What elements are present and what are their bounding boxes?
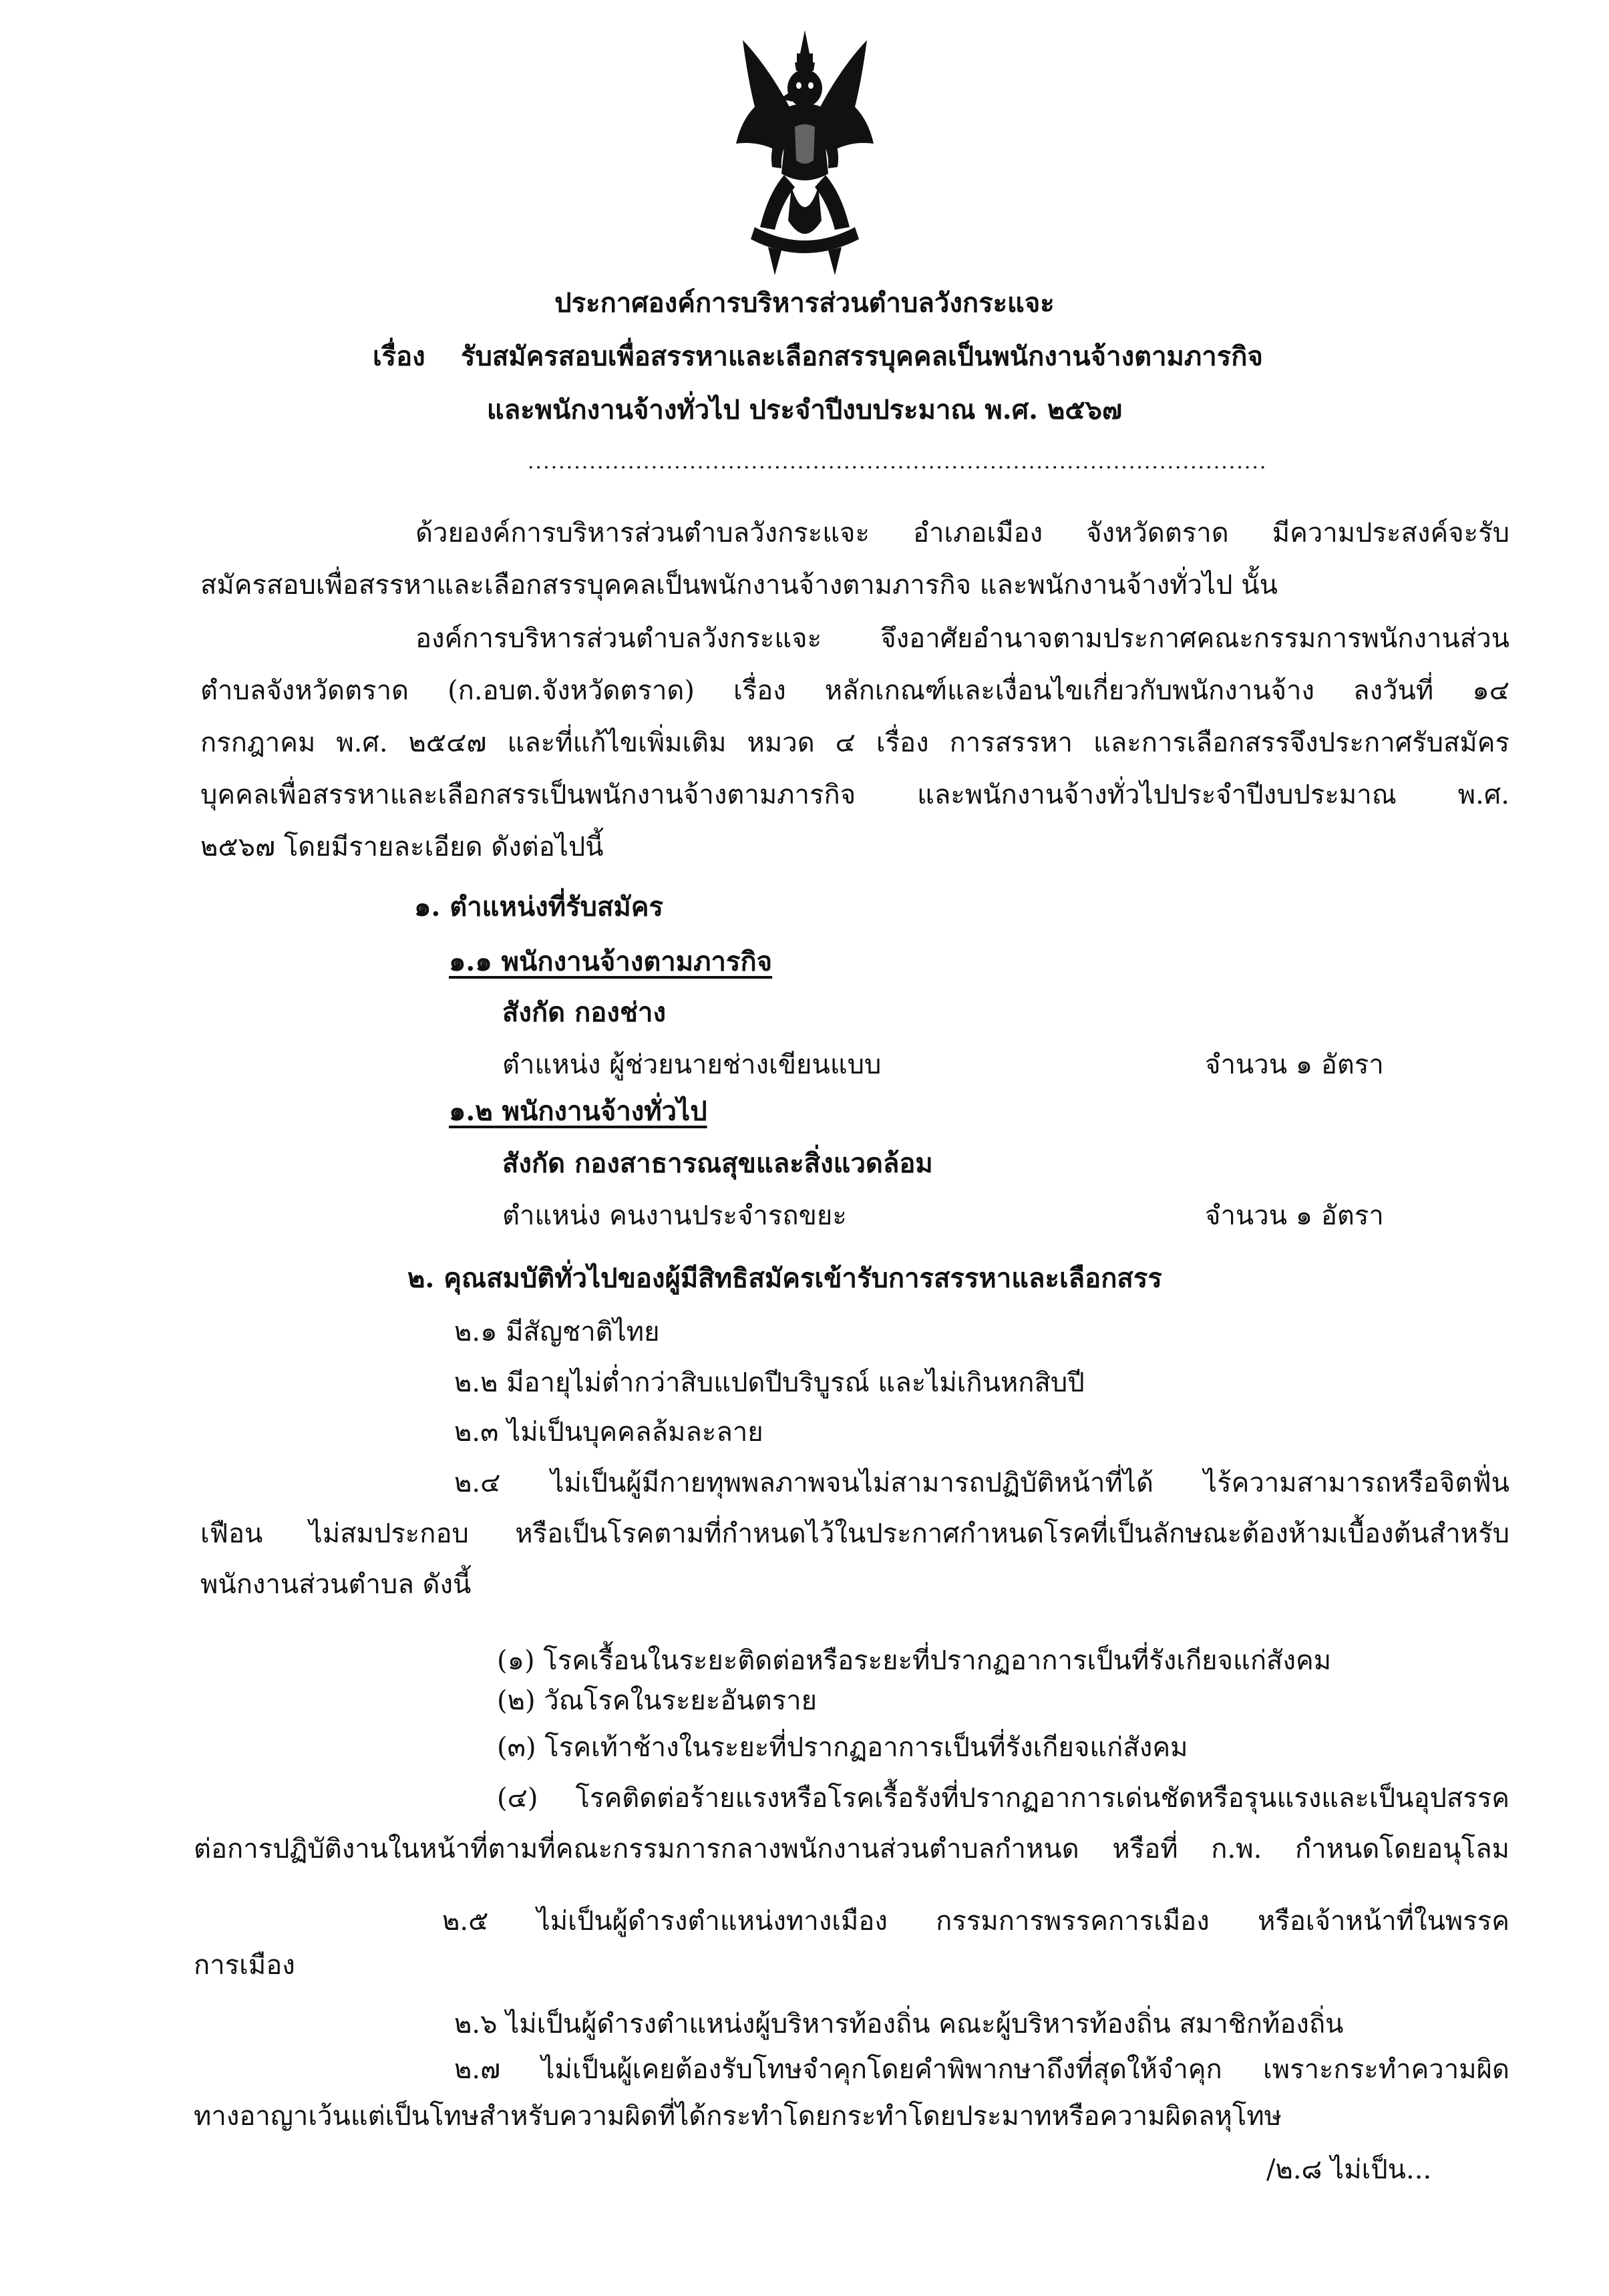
section-1-1-department: สังกัด กองช่าง (502, 997, 666, 1028)
section-1-1-count: จำนวน ๑ อัตรา (1205, 1049, 1384, 1080)
section-2-5-item-line-1: ๒.๕ ไม่เป็นผู้ดำรงตำแหน่งทางเมือง กรรมการพรรคการเมือง หรือเจ้าหน้าที่ในพรรค (442, 1906, 1509, 1937)
announcement-title: ประกาศองค์การบริหารส่วนตำบลวังกระแจะ (554, 287, 1055, 319)
intro-paragraph-2-line-5: ๒๕๖๗ โดยมีรายละเอียด ดังต่อไปนี้ (200, 832, 604, 862)
disease-item-4-line-2: ต่อการปฏิบัติงานในหน้าที่ตามที่คณะกรรมการกลางพนักงานส่วนตำบลกำหนด หรือที่ ก.พ. กำหนดโดยอนุโลม (194, 1834, 1509, 1864)
continuation-note: /๒.๘ ไม่เป็น... (1266, 2154, 1432, 2185)
garuda-emblem-icon (728, 27, 882, 281)
intro-paragraph-2-line-2: ตำบลจังหวัดตราด (ก.อบต.จังหวัดตราด) เรื่อง หลักเกณฑ์และเงื่อนไขเกี่ยวกับพนักงานจ้าง ลงวันที่ ๑๔ (200, 675, 1509, 706)
intro-paragraph-1-line-2: สมัครสอบเพื่อสรรหาและเลือกสรรบุคคลเป็นพนักงานจ้างตามภารกิจ และพนักงานจ้างทั่วไป นั้น (200, 570, 1278, 601)
section-2-4-item-line-1: ๒.๔ ไม่เป็นผู้มีกายทุพพลภาพจนไม่สามารถปฏิบัติหน้าที่ได้ ไร้ความสามารถหรือจิตฟั่น (454, 1468, 1509, 1498)
section-2-3-item: ๒.๓ ไม่เป็นบุคคลล้มละลาย (454, 1417, 763, 1448)
intro-paragraph-2-line-4: บุคคลเพื่อสรรหาและเลือกสรรเป็นพนักงานจ้างตามภารกิจ และพนักงานจ้างทั่วไปประจำปีงบประมาณ พ.ศ. (200, 780, 1509, 810)
section-2-heading: ๒. คุณสมบัติทั่วไปของผู้มีสิทธิสมัครเข้ารับการสรรหาและเลือกสรร (407, 1263, 1162, 1294)
disease-item-2: (๒) วัณโรคในระยะอันตราย (497, 1685, 818, 1716)
section-1-2-count: จำนวน ๑ อัตรา (1205, 1200, 1384, 1231)
disease-item-4-line-1: (๔) โรคติดต่อร้ายแรงหรือโรคเรื้อรังที่ปรากฏอาการเด่นชัดหรือรุนแรงและเป็นอุปสรรค (497, 1783, 1509, 1814)
subject-label: เรื่อง (373, 341, 425, 372)
disease-item-1: (๑) โรคเรื้อนในระยะติดต่อหรือระยะที่ปรากฏอาการเป็นที่รังเกียจแก่สังคม (497, 1645, 1332, 1676)
section-1-2-heading: ๑.๒ พนักงานจ้างทั่วไป (449, 1096, 707, 1127)
intro-paragraph-1-line-1: ด้วยองค์การบริหารส่วนตำบลวังกระแจะ อำเภอเมือง จังหวัดตราด มีความประสงค์จะรับ (415, 518, 1509, 548)
section-2-1-item: ๒.๑ มีสัญชาติไทย (454, 1317, 660, 1347)
intro-paragraph-2-line-3: กรกฎาคม พ.ศ. ๒๕๔๗ และที่แก้ไขเพิ่มเติม หมวด ๔ เรื่อง การสรรหา และการเลือกสรรจึงประกาศรับสมัคร (200, 727, 1509, 758)
subject-text: รับสมัครสอบเพื่อสรรหาและเลือกสรรบุคคลเป็นพนักงานจ้างตามภารกิจ (461, 341, 1263, 372)
section-2-6-item: ๒.๖ ไม่เป็นผู้ดำรงตำแหน่งผู้บริหารท้องถิ่น คณะผู้บริหารท้องถิ่น สมาชิกท้องถิ่น (454, 2009, 1344, 2039)
section-2-2-item: ๒.๒ มีอายุไม่ต่ำกว่าสิบแปดปีบริบูรณ์ และไม่เกินหกสิบปี (454, 1367, 1085, 1398)
section-2-4-item-line-2: เฟือน ไม่สมประกอบ หรือเป็นโรคตามที่กำหนดไว้ในประกาศกำหนดโรคที่เป็นลักษณะต้องห้ามเบื้องต้นสำหรับ (200, 1518, 1509, 1549)
subject-text-line2: และพนักงานจ้างทั่วไป ประจำปีงบประมาณ พ.ศ. ๒๕๖๗ (486, 394, 1123, 426)
section-1-2-position: ตำแหน่ง คนงานประจำรถขยะ (502, 1200, 847, 1231)
section-1-heading: ๑. ตำแหน่งที่รับสมัคร (414, 891, 663, 923)
section-1-1-position: ตำแหน่ง ผู้ช่วยนายช่างเขียนแบบ (502, 1049, 882, 1080)
dotted-rule: ................................................................................................ (528, 450, 1268, 474)
disease-item-3: (๓) โรคเท้าช้างในระยะที่ปรากฏอาการเป็นที่รังเกียจแก่สังคม (497, 1732, 1188, 1763)
section-2-5-item-line-2: การเมือง (194, 1950, 295, 1981)
section-2-4-item-line-3: พนักงานส่วนตำบล ดังนี้ (200, 1569, 472, 1600)
section-1-2-department: สังกัด กองสาธารณสุขและสิ่งแวดล้อม (502, 1148, 933, 1179)
section-2-7-item-line-2: ทางอาญาเว้นแต่เป็นโทษสำหรับความผิดที่ได้กระทำโดยกระทำโดยประมาทหรือความผิดลหุโทษ (194, 2101, 1282, 2132)
section-1-1-heading: ๑.๑ พนักงานจ้างตามภารกิจ (449, 946, 773, 977)
intro-paragraph-2-line-1: องค์การบริหารส่วนตำบลวังกระแจะ จึงอาศัยอำนาจตามประกาศคณะกรรมการพนักงานส่วน (415, 623, 1509, 654)
section-2-7-item-line-1: ๒.๗ ไม่เป็นผู้เคยต้องรับโทษจำคุกโดยคำพิพากษาถึงที่สุดให้จำคุก เพราะกระทำความผิด (454, 2054, 1509, 2085)
